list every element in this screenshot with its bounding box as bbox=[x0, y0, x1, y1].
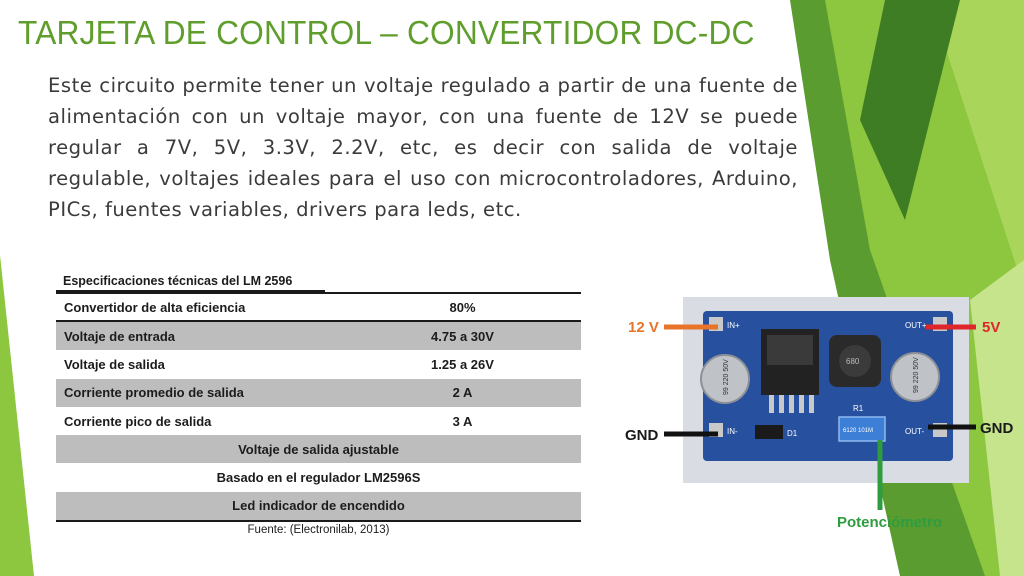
table-cell-value: 80% bbox=[449, 299, 476, 315]
label-out-plus: OUT+ bbox=[905, 321, 927, 330]
pad-out-minus bbox=[933, 423, 947, 437]
callout-gnd-left: GND bbox=[625, 427, 659, 444]
table-row bbox=[56, 492, 581, 522]
spec-table-source: Fuente: (Electronilab, 2013) bbox=[247, 524, 390, 537]
capacitor-left-label: 99 220 50V bbox=[723, 359, 730, 395]
callout-gnd-right: GND bbox=[980, 420, 1014, 437]
table-row bbox=[56, 407, 581, 435]
callout-12v: 12 V bbox=[628, 319, 659, 336]
table-cell-value: 3 A bbox=[452, 413, 473, 429]
table-cell-full: Basado en el regulador LM2596S bbox=[216, 470, 421, 486]
spec-table-caption: Especificaciones técnicas del LM 2596 bbox=[56, 268, 325, 292]
table-cell-value: 4.75 a 30V bbox=[431, 328, 494, 344]
spec-table bbox=[56, 268, 581, 536]
table-cell-value: 2 A bbox=[452, 385, 473, 401]
table-row bbox=[56, 463, 581, 491]
dc-dc-module-photo bbox=[683, 297, 969, 483]
table-row bbox=[56, 322, 581, 350]
label-in-plus: IN+ bbox=[727, 321, 740, 330]
resistor-label: R1 bbox=[853, 404, 864, 413]
inductor-label: 680 bbox=[846, 357, 860, 366]
slide-title: TARJETA DE CONTROL – CONVERTIDOR DC-DC bbox=[18, 14, 755, 51]
pad-in-minus bbox=[709, 423, 723, 437]
pad-in-plus bbox=[709, 317, 723, 331]
table-cell-label: Convertidor de alta eficiencia bbox=[64, 299, 246, 315]
table-row bbox=[56, 379, 581, 407]
callout-potentiometer: Potenciómetro bbox=[837, 514, 943, 531]
label-out-minus: OUT- bbox=[905, 427, 925, 436]
slide-body-text: Este circuito permite tener un voltaje regulado a partir de una fuente de alimentación con un voltaje mayor, con una fuente de 12V se puede regular a 7V, 5V, 3.3V, 2.2V, etc, es decir con salida de voltaje regulable, voltajes ideales para el uso con microcontroladores, Arduino, PICs, fuentes variables, drivers para leds, etc. bbox=[48, 74, 798, 221]
diode-label: D1 bbox=[787, 429, 798, 438]
table-cell-value: 1.25 a 26V bbox=[431, 356, 494, 372]
diode-d1 bbox=[755, 425, 783, 439]
table-cell-label: Corriente pico de salida bbox=[64, 413, 212, 429]
regulator-tab bbox=[767, 335, 813, 365]
table-cell-full: Voltaje de salida ajustable bbox=[238, 441, 399, 457]
table-cell-label: Corriente promedio de salida bbox=[64, 385, 244, 401]
table-row bbox=[56, 435, 581, 463]
callout-5v: 5V bbox=[982, 319, 1001, 336]
label-in-minus: IN- bbox=[727, 427, 738, 436]
table-cell-full: Led indicador de encendido bbox=[232, 498, 405, 514]
table-row bbox=[56, 292, 581, 322]
table-cell-label: Voltaje de salida bbox=[64, 356, 165, 372]
deco-left-strip bbox=[0, 255, 34, 576]
potentiometer-code: 6120 101M bbox=[843, 428, 874, 434]
table-row bbox=[56, 350, 581, 378]
pad-out-plus bbox=[933, 317, 947, 331]
table-cell-label: Voltaje de entrada bbox=[64, 328, 176, 344]
capacitor-right-label: 99 220 50V bbox=[913, 357, 920, 393]
